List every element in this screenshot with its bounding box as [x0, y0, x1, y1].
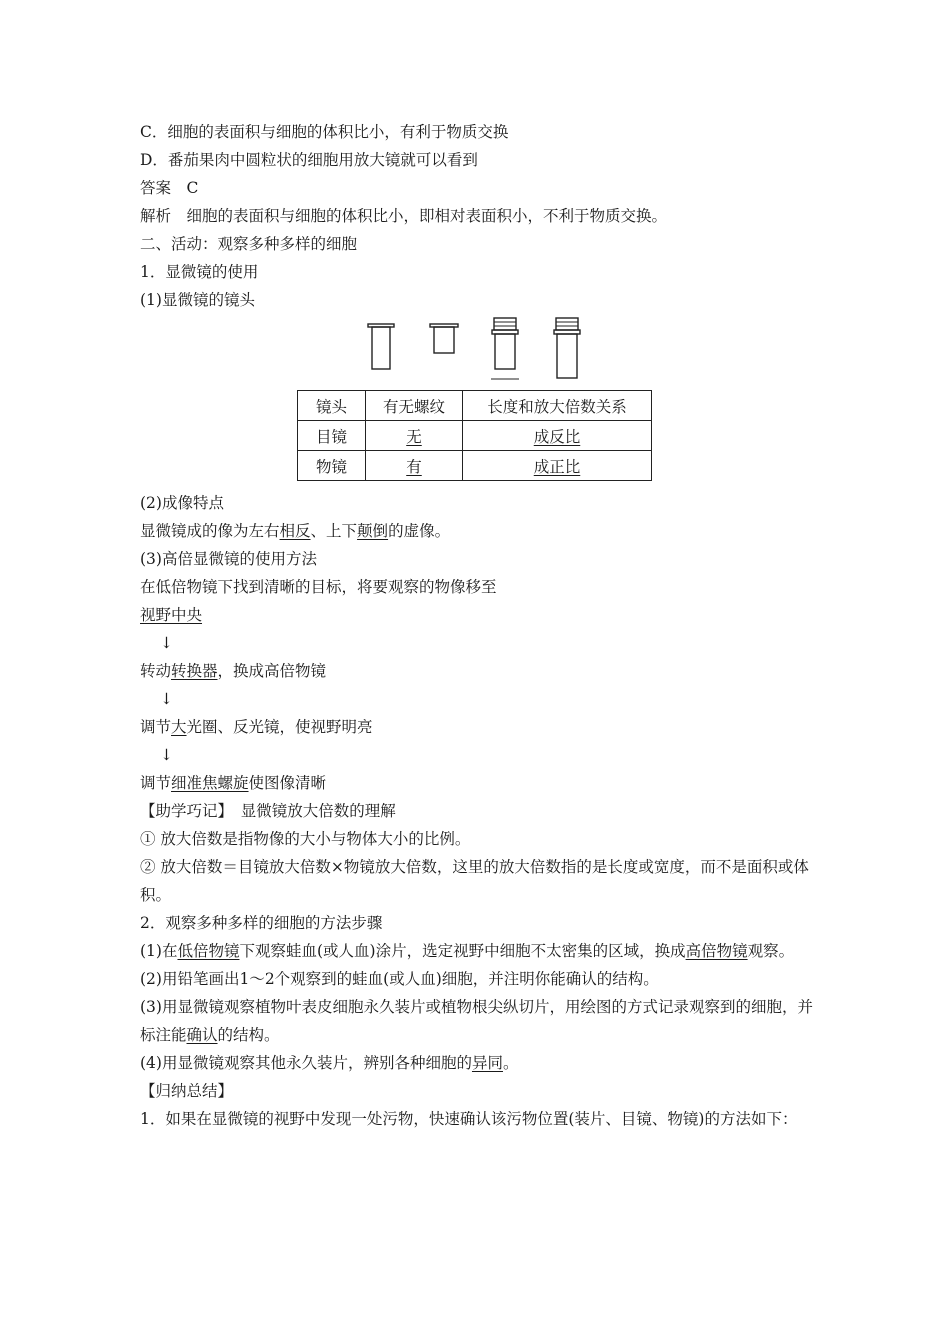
subheading-lens: (1)显微镜的镜头 — [140, 291, 255, 309]
step-1: 在低倍物镜下找到清晰的目标，将要观察的物像移至 — [140, 578, 497, 596]
table-cell: 无 — [366, 421, 463, 451]
step-1-target — [140, 601, 820, 629]
method-3: (3)用显微镜观察植物叶表皮细胞永久装片或植物根尖纵切片，用绘图的方式记录观察到的细胞，并标注能确认的结构。 — [140, 998, 813, 1044]
down-arrow-icon: ↓ — [160, 746, 173, 764]
table-cell: 成反比 — [463, 421, 652, 451]
blank-answer: 确认 — [186, 1026, 218, 1044]
table-row — [298, 451, 652, 481]
subheading-imaging: (2)成像特点 — [140, 494, 224, 512]
lens-table — [297, 390, 652, 481]
down-arrow-icon: ↓ — [160, 690, 173, 708]
method-1: (1)在低倍物镜下观察蛙血(或人血)涂片，选定视野中细胞不太密集的区域，换成高倍物镜观察。 — [140, 942, 795, 960]
tip-title: 【助学巧记】 显微镜放大倍数的理解 — [140, 802, 396, 820]
table-header-cell: 有无螺纹 — [366, 391, 463, 421]
summary-title: 【归纳总结】 — [140, 1082, 234, 1100]
step-4: 调节细准焦螺旋使图像清晰 — [140, 774, 327, 792]
method-2: (2)用铅笔画出1～2个观察到的蛙血(或人血)细胞，并注明你能确认的结构。 — [140, 970, 659, 988]
blank-answer: 相反 — [279, 522, 311, 540]
blank-answer: 高倍物镜 — [685, 942, 748, 960]
option-d: D．番茄果肉中圆粒状的细胞用放大镜就可以看到 — [140, 151, 478, 169]
blank-answer: 细准焦螺旋 — [171, 774, 249, 792]
blank-answer: 转换器 — [171, 662, 218, 680]
eyepiece-long-icon — [366, 316, 396, 376]
subheading-microscope-use: 1．显微镜的使用 — [140, 263, 259, 281]
tip-2: ② 放大倍数＝目镜放大倍数×物镜放大倍数，这里的放大倍数指的是长度或宽度，而不是面积或体积。 — [140, 858, 809, 904]
objective-short-icon — [489, 316, 521, 382]
answer: 答案 C — [140, 179, 199, 197]
eyepiece-short-icon — [428, 316, 460, 356]
blank-answer: 异同 — [471, 1054, 503, 1072]
blank-answer: 颠倒 — [357, 522, 389, 540]
table-header-cell: 长度和放大倍数关系 — [463, 391, 652, 421]
blank-answer: 视野中央 — [140, 606, 203, 624]
imaging-text: 显微镜成的像为左右相反、上下颠倒的虚像。 — [140, 522, 451, 540]
down-arrow-icon: ↓ — [160, 634, 173, 652]
method-4: (4)用显微镜观察其他永久装片，辨别各种细胞的异同。 — [140, 1054, 519, 1072]
table-row — [298, 421, 652, 451]
lens-figure — [140, 316, 820, 386]
blank-answer: 低倍物镜 — [177, 942, 240, 960]
step-3: 调节大光圈、反光镜，使视野明亮 — [140, 718, 373, 736]
table-cell: 目镜 — [298, 421, 366, 451]
blank-answer: 大 — [171, 718, 187, 736]
document-page — [140, 118, 820, 1133]
table-cell: 物镜 — [298, 451, 366, 481]
option-c: C．细胞的表面积与细胞的体积比小，有利于物质交换 — [140, 123, 509, 141]
section-heading: 二、活动：观察多种多样的细胞 — [140, 235, 358, 253]
summary-1: 1．如果在显微镜的视野中发现一处污物，快速确认该污物位置(装片、目镜、物镜)的方法如下： — [140, 1110, 798, 1128]
step-2: 转动转换器，换成高倍物镜 — [140, 662, 327, 680]
table-header-row — [298, 391, 652, 421]
table-header-cell: 镜头 — [298, 391, 366, 421]
table-cell: 有 — [366, 451, 463, 481]
subheading-method: 2．观察多种多样的细胞的方法步骤 — [140, 914, 383, 932]
tip-1: ① 放大倍数是指物像的大小与物体大小的比例。 — [140, 830, 471, 848]
objective-long-icon — [551, 316, 583, 382]
table-cell: 成正比 — [463, 451, 652, 481]
subheading-high-power: (3)高倍显微镜的使用方法 — [140, 550, 317, 568]
analysis: 解析 细胞的表面积与细胞的体积比小，即相对表面积小，不利于物质交换。 — [140, 207, 668, 225]
